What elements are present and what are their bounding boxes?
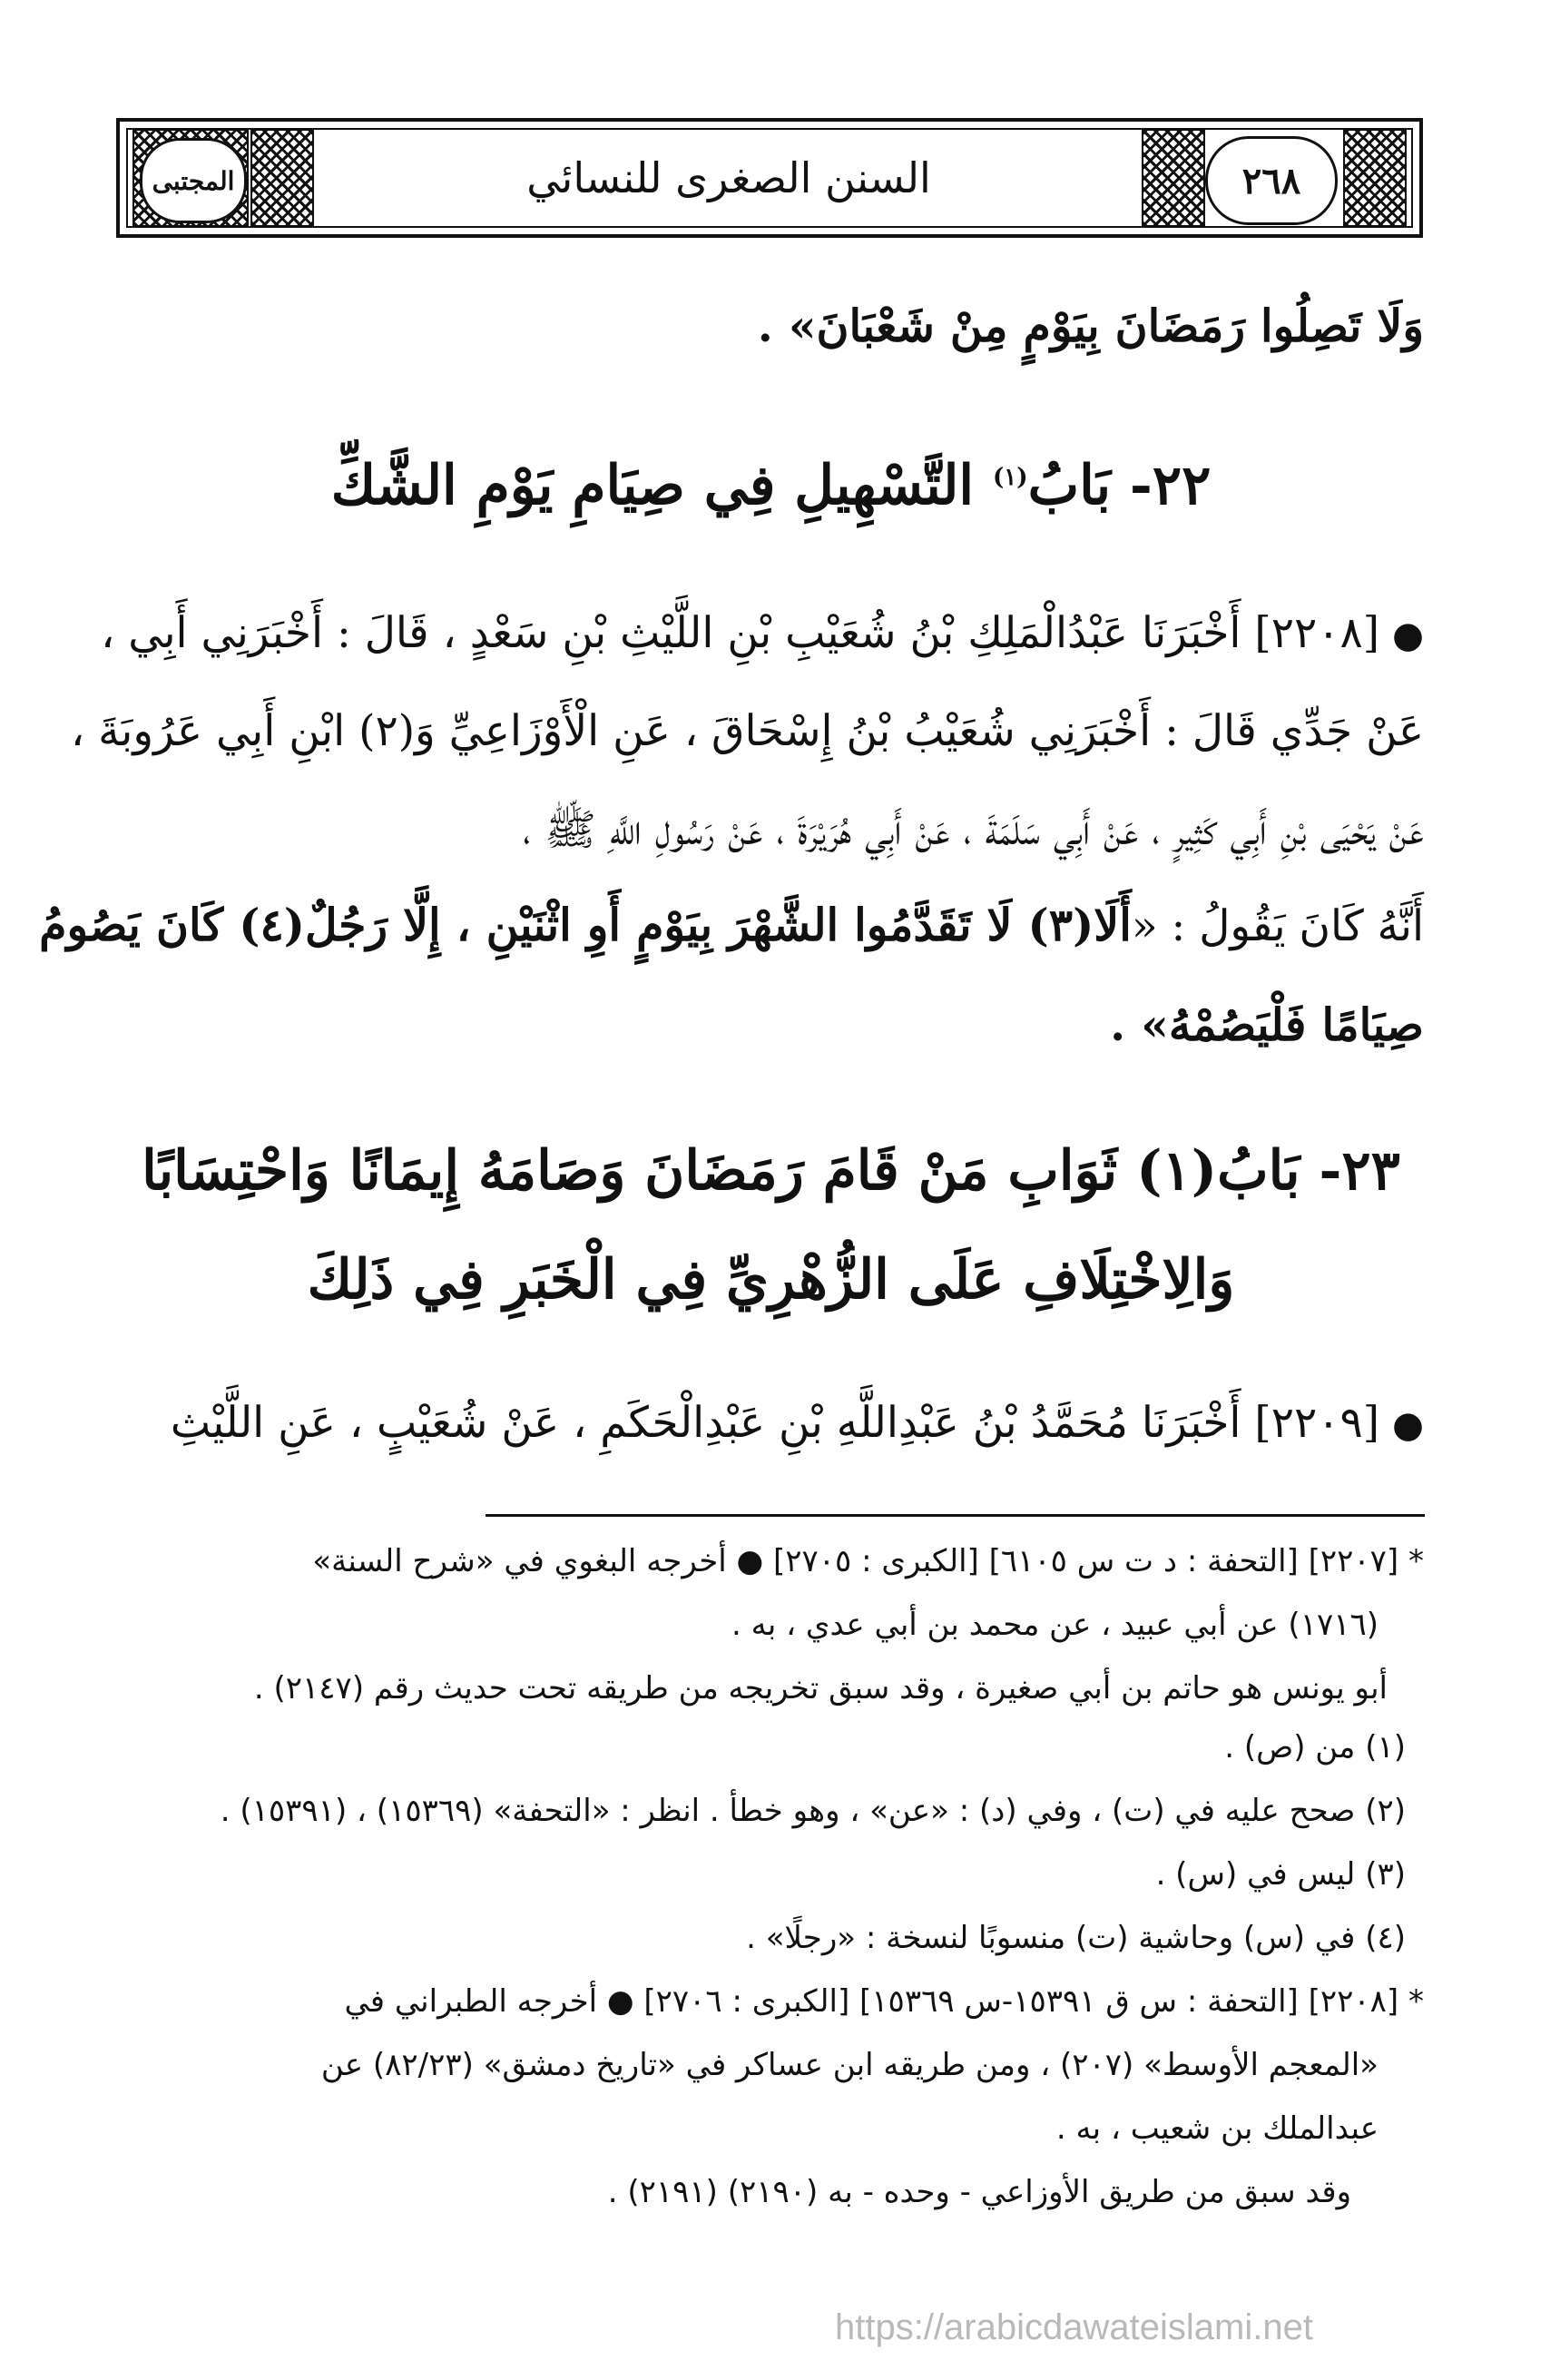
chapter-heading-23-line-1: ٢٣- بَابُ(١) ثَوَابِ مَنْ قَامَ رَمَضَانَ وَصَامَهُ إِيمَانًا وَاحْتِسَابًا xyxy=(142,1139,1400,1203)
book-logo-text: المجتبى xyxy=(152,165,235,196)
hadith-2209-line-1 xyxy=(118,1398,1424,1448)
footnote-2207-line-1: * [٢٢٠٧] [التحفة : د ت س ٦١٠٥] [الكبرى : ٢٧٠٥] ● أخرجه البغوي في «شرح السنة» xyxy=(312,1543,1424,1579)
footnote-4: (٤) في (س) وحاشية (ت) منسوبًا لنسخة : «رجلًا» . xyxy=(746,1920,1406,1956)
footnote-1: (١) من (ص) . xyxy=(1224,1729,1406,1765)
watermark-url: https://arabicdawateislami.net xyxy=(835,2307,1313,2347)
hadith-2208-saying: أَلَا(٣) لَا تَقَدَّمُوا الشَّهْرَ بِيَوْمٍ أَوِ اثْنَيْنِ ، إِلَّا رَجُلٌ(٤) كَانَ يَصُومُ xyxy=(39,899,1132,951)
bullet-icon: ● xyxy=(1392,1404,1424,1446)
footnote-2: (٢) صحح عليه في (ت) ، وفي (د) : «عن» ، وهو خطأ . انظر : «التحفة» (١٥٣٦٩) ، (١٥٣٩١) . xyxy=(220,1793,1406,1829)
hadith-2208-line-1 xyxy=(101,608,1424,658)
hadith-2208-line-4 xyxy=(39,899,1424,951)
footnote-2208-line-3: عبدالملك بن شعيب ، به . xyxy=(1055,2110,1378,2147)
chapter-heading-22 xyxy=(118,454,1424,517)
footnote-2207-line-2: (١٧١٦) عن أبي عبيد ، عن محمد بن أبي عدي ، به . xyxy=(731,1607,1378,1643)
page-header xyxy=(116,118,1423,238)
footnote-2208-line-4: وقد سبق من طريق الأوزاعي - وحده - به (٢١٩٠) (٢١٩١) . xyxy=(607,2174,1351,2210)
right-ornament-inner xyxy=(1142,129,1205,227)
footnote-2208-line-2: «المعجم الأوسط» (٢٠٧) ، ومن طريقه ابن عساكر في «تاريخ دمشق» (٨٢/٢٣) عن xyxy=(320,2047,1378,2083)
hadith-2208-intro: أَنَّهُ كَانَ يَقُولُ : « xyxy=(1131,901,1424,951)
footnote-divider xyxy=(486,1514,1425,1517)
left-ornament-inner xyxy=(250,129,314,227)
hadith-2208-line-3: عَنْ يَحْيَى بْنِ أَبِي كَثِيرٍ ، عَنْ أَبِي سَلَمَةَ ، عَنْ أَبِي هُرَيْرَةَ ، عَنْ رَسُولِ اللَّهِ ﷺ ، xyxy=(523,805,1424,855)
hadith-2208-line-5: صِيَامًا فَلْيَصُمْهُ» . xyxy=(1110,998,1424,1051)
chapter-22-footnote-ref: (١) xyxy=(992,464,1028,491)
chapter-22-number: ٢٢- بَابُ xyxy=(1027,454,1212,517)
chapter-22-title: التَّسْهِيلِ فِي صِيَامِ يَوْمِ الشَّكِّ xyxy=(330,454,975,517)
hadith-2208-text-1: [٢٢٠٨] أَخْبَرَنَا عَبْدُالْمَلِكِ بْنُ شُعَيْبِ بْنِ اللَّيْثِ بْنِ سَعْدٍ ، قَالَ : أَخْبَرَنِي أَبِي ، xyxy=(101,608,1380,658)
book-logo xyxy=(140,138,247,223)
right-ornament xyxy=(1343,129,1407,227)
book-title: السنن الصغرى للنسائي xyxy=(526,153,931,202)
footnote-2207-line-3: أبو يونس هو حاتم بن أبي صغيرة ، وقد سبق تخريجه من طريقه تحت حديث رقم (٢١٤٧) . xyxy=(253,1670,1388,1706)
footnote-3: (٣) ليس في (س) . xyxy=(1155,1856,1406,1893)
chapter-heading-23-line-2: وَالِاخْتِلَافِ عَلَى الزُّهْرِيِّ فِي الْخَبَرِ فِي ذَلِكَ xyxy=(307,1248,1235,1312)
hadith-ending-line: وَلَا تَصِلُوا رَمَضَانَ بِيَوْمٍ مِنْ شَعْبَانَ» . xyxy=(757,300,1424,352)
footnote-2208-line-1: * [٢٢٠٨] [التحفة : س ق ١٥٣٩١-س ١٥٣٦٩] [الكبرى : ٢٧٠٦] ● أخرجه الطبراني في xyxy=(344,1983,1424,2020)
hadith-2208-line-2: عَنْ جَدِّي قَالَ : أَخْبَرَنِي شُعَيْبُ بْنُ إِسْحَاقَ ، عَنِ الْأَوْزَاعِيِّ وَ(٢) ابْنِ أَبِي عَرُوبَةَ ، xyxy=(71,706,1424,756)
hadith-2209-text-1: [٢٢٠٩] أَخْبَرَنَا مُحَمَّدُ بْنُ عَبْدِاللَّهِ بْنِ عَبْدِالْحَكَمِ ، عَنْ شُعَيْبٍ ، عَنِ اللَّيْثِ xyxy=(170,1398,1380,1448)
page-number: ٢٦٨ xyxy=(1205,136,1338,225)
bullet-icon: ● xyxy=(1392,615,1424,656)
